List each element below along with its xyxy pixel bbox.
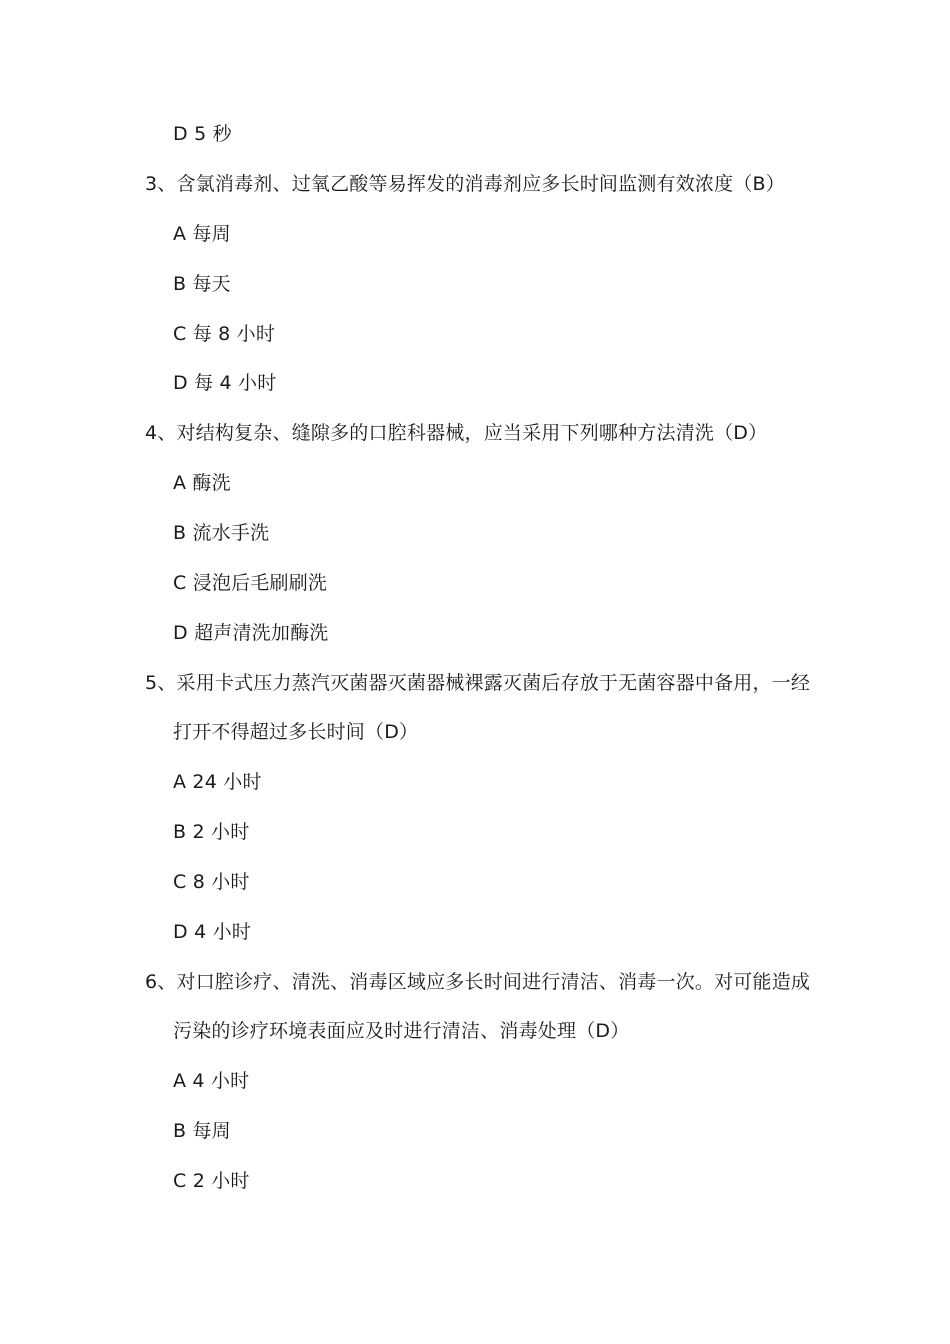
option-b-q5: B 2 小时 xyxy=(173,821,250,843)
question-6-continued: 污染的诊疗环境表面应及时进行清洁、消毒处理（D） xyxy=(173,1020,630,1042)
question-5-continued: 打开不得超过多长时间（D） xyxy=(173,721,419,743)
option-b-q3: B 每天 xyxy=(173,273,231,295)
option-c-q6: C 2 小时 xyxy=(173,1170,250,1192)
option-c-q5: C 8 小时 xyxy=(173,871,250,893)
option-d-q3: D 每 4 小时 xyxy=(173,372,277,394)
option-b-q6: B 每周 xyxy=(173,1120,231,1142)
question-4: 4、对结构复杂、缝隙多的口腔科器械，应当采用下列哪种方法清洗（D） xyxy=(145,422,768,444)
option-a-q6: A 4 小时 xyxy=(173,1070,250,1092)
question-6: 6、对口腔诊疗、清洗、消毒区域应多长时间进行清洁、消毒一次。对可能造成 xyxy=(145,971,811,993)
option-d-q4: D 超声清洗加酶洗 xyxy=(173,622,329,644)
option-a-q4: A 酶洗 xyxy=(173,472,231,494)
question-3: 3、含氯消毒剂、过氧乙酸等易挥发的消毒剂应多长时间监测有效浓度（B） xyxy=(145,173,785,195)
option-b-q4: B 流水手洗 xyxy=(173,522,270,544)
option-c-q4: C 浸泡后毛刷刷洗 xyxy=(173,572,328,594)
option-c-q3: C 每 8 小时 xyxy=(173,323,276,345)
question-5: 5、采用卡式压力蒸汽灭菌器灭菌器械裸露灭菌后存放于无菌容器中备用，一经 xyxy=(145,672,811,694)
option-d-q2: D 5 秒 xyxy=(173,123,232,145)
option-a-q5: A 24 小时 xyxy=(173,771,262,793)
option-a-q3: A 每周 xyxy=(173,223,231,245)
option-d-q5: D 4 小时 xyxy=(173,921,251,943)
